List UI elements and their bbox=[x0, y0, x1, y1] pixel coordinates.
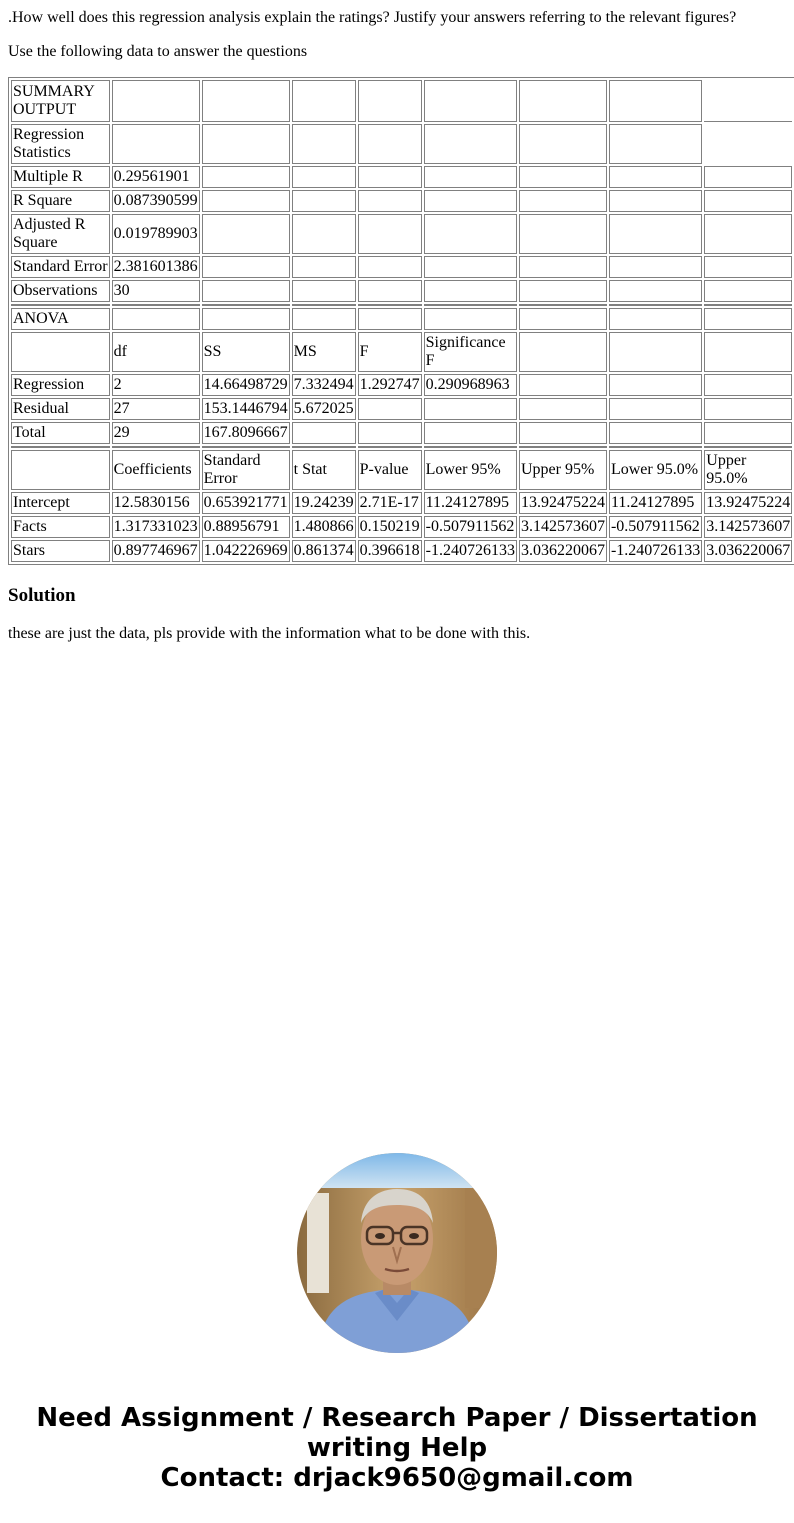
table-row bbox=[11, 166, 792, 188]
stat-label: Adjusted R Square bbox=[11, 214, 110, 254]
cell: 11.24127895 bbox=[424, 492, 517, 514]
cell: -1.240726133 bbox=[609, 540, 702, 562]
table-spacer-row bbox=[11, 304, 792, 306]
column-header: Coefficients bbox=[112, 450, 200, 490]
table-row bbox=[11, 80, 792, 122]
cell: 3.142573607 bbox=[519, 516, 607, 538]
stat-label: Observations bbox=[11, 280, 110, 302]
cell: 7.332494 bbox=[292, 374, 356, 396]
column-header: F bbox=[358, 332, 422, 372]
intro-text: Use the following data to answer the questions bbox=[8, 43, 308, 60]
cell: 11.24127895 bbox=[609, 492, 702, 514]
avatar bbox=[297, 1153, 497, 1353]
cell: 0.150219 bbox=[358, 516, 422, 538]
stat-label: R Square bbox=[11, 190, 110, 212]
cell: 13.92475224 bbox=[519, 492, 607, 514]
footer-contact-banner bbox=[0, 1403, 794, 1493]
table-header-row bbox=[11, 450, 792, 490]
cell: 0.653921771 bbox=[202, 492, 290, 514]
solution-heading: Solution bbox=[8, 585, 76, 606]
cell: 27 bbox=[112, 398, 200, 420]
cell: 13.92475224 bbox=[704, 492, 792, 514]
row-label: Stars bbox=[11, 540, 110, 562]
table-row bbox=[11, 398, 792, 420]
table-row bbox=[11, 190, 792, 212]
footer-line: Need Assignment / Research Paper / Dissertation bbox=[36, 1403, 758, 1433]
footer-contact-email: Contact: drjack9650@gmail.com bbox=[160, 1463, 634, 1493]
row-label: Total bbox=[11, 422, 110, 444]
table-row bbox=[11, 256, 792, 278]
cell: 1.042226969 bbox=[202, 540, 290, 562]
footer-line: writing Help bbox=[306, 1433, 488, 1463]
stat-value: 0.019789903 bbox=[112, 214, 200, 254]
question-text: .How well does this regression analysis explain the ratings? Justify your answers referring to the relevant figures? bbox=[8, 9, 737, 26]
cell: 1.317331023 bbox=[112, 516, 200, 538]
table-row bbox=[11, 374, 792, 396]
cell: 29 bbox=[112, 422, 200, 444]
cell: 2.71E-17 bbox=[358, 492, 422, 514]
stat-value: 2.381601386 bbox=[112, 256, 200, 278]
cell: -0.507911562 bbox=[424, 516, 517, 538]
table-spacer-row bbox=[11, 446, 792, 448]
regression-statistics-title: Regression Statistics bbox=[11, 124, 110, 164]
cell: -0.507911562 bbox=[609, 516, 702, 538]
cell: 19.24239 bbox=[292, 492, 356, 514]
person-photo-avatar-icon bbox=[297, 1153, 497, 1353]
cell: 14.66498729 bbox=[202, 374, 290, 396]
table-row bbox=[11, 422, 792, 444]
cell: 2 bbox=[112, 374, 200, 396]
column-header: df bbox=[112, 332, 200, 372]
cell: 0.861374 bbox=[292, 540, 356, 562]
cell: 167.8096667 bbox=[202, 422, 290, 444]
column-header: Lower 95.0% bbox=[609, 450, 702, 490]
row-label: Intercept bbox=[11, 492, 110, 514]
cell: 12.5830156 bbox=[112, 492, 200, 514]
anova-title: ANOVA bbox=[11, 308, 110, 330]
stat-value: 30 bbox=[112, 280, 200, 302]
column-header: Significance F bbox=[424, 332, 517, 372]
stat-label: Standard Error bbox=[11, 256, 110, 278]
cell: 5.672025 bbox=[292, 398, 356, 420]
column-header: MS bbox=[292, 332, 356, 372]
table-row bbox=[11, 516, 792, 538]
cell: 0.88956791 bbox=[202, 516, 290, 538]
page-content bbox=[0, 0, 794, 643]
column-header: t Stat bbox=[292, 450, 356, 490]
column-header: Lower 95% bbox=[424, 450, 517, 490]
regression-output-table bbox=[8, 77, 794, 565]
cell: 1.480866 bbox=[292, 516, 356, 538]
row-label: Regression bbox=[11, 374, 110, 396]
cell: -1.240726133 bbox=[424, 540, 517, 562]
table-row bbox=[11, 492, 792, 514]
cell: 0.396618 bbox=[358, 540, 422, 562]
cell: 0.290968963 bbox=[424, 374, 517, 396]
table-header-row bbox=[11, 332, 792, 372]
stat-label: Multiple R bbox=[11, 166, 110, 188]
cell: 1.292747 bbox=[358, 374, 422, 396]
stat-value: 0.29561901 bbox=[112, 166, 200, 188]
column-header: Standard Error bbox=[202, 450, 290, 490]
table-row bbox=[11, 214, 792, 254]
column-header: Upper 95.0% bbox=[704, 450, 792, 490]
cell: 153.1446794 bbox=[202, 398, 290, 420]
table-row bbox=[11, 124, 792, 164]
row-label: Facts bbox=[11, 516, 110, 538]
cell: 0.897746967 bbox=[112, 540, 200, 562]
summary-output-title: SUMMARY OUTPUT bbox=[11, 80, 110, 122]
table-row bbox=[11, 280, 792, 302]
row-label: Residual bbox=[11, 398, 110, 420]
column-header: P-value bbox=[358, 450, 422, 490]
cell: 3.036220067 bbox=[519, 540, 607, 562]
column-header: Upper 95% bbox=[519, 450, 607, 490]
cell: 3.142573607 bbox=[704, 516, 792, 538]
column-header: SS bbox=[202, 332, 290, 372]
stat-value: 0.087390599 bbox=[112, 190, 200, 212]
cell: 3.036220067 bbox=[704, 540, 792, 562]
table-row bbox=[11, 308, 792, 330]
table-row bbox=[11, 540, 792, 562]
solution-text: these are just the data, pls provide with the information what to be done with this. bbox=[8, 625, 531, 642]
